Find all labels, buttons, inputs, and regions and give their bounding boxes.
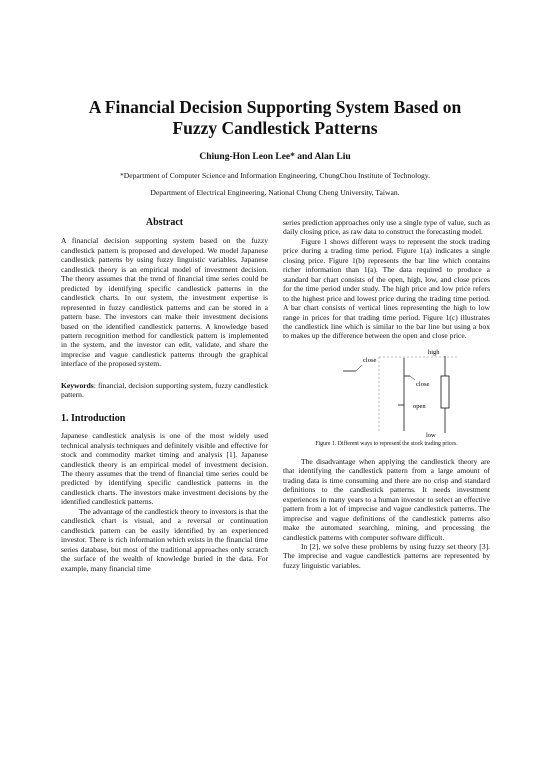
- abstract-heading: Abstract: [145, 217, 184, 228]
- intro-paragraph-2: The advantage of the candlestick theory to investors is that the candlestick chart is visual, and a reversal or continuation candlestick pattern can be easily identified by an experienced investor. There is rich information which exists in the financial time series database, but most of the traditional approaches only scratch the surface of the wealth of knowledge buried in the data. For example, many financial time: [61, 506, 268, 573]
- title-line-2: Fuzzy Candlestick Patterns: [172, 118, 378, 138]
- keywords-label: Keywords: [61, 380, 94, 390]
- right-paragraph-1: series prediction approaches only use a single type of value, such as daily closing price, as raw data to construct the forecasting model.: [283, 218, 490, 237]
- fig-label-close-b: close: [416, 380, 430, 388]
- intro-paragraph-1: Japanese candlestick analysis is one of the most widely used technical analysis techniques and definitely visible and effective for stock and commodity market timing and analysis [1]. Japanese candlestick theory is an empirical model of investment decision. The theory assumes that the trend of financial time series could be predicted by identifying specific candlestick patterns in the candlestick charts. The investors make investment decisions by the identified candlestick patterns.: [61, 431, 268, 507]
- affiliation-1: *Department of Computer Science and Information Engineering, ChungChou Institute of Technology.: [119, 171, 431, 180]
- fig-label-close-a: close: [363, 356, 377, 364]
- fig-b-leader-line: [410, 376, 415, 380]
- figure-1-price-representations: [283, 345, 490, 441]
- affiliation-2: Department of Electrical Engineering, National Chung Cheng University, Taiwan.: [150, 188, 400, 197]
- left-column: [61, 218, 268, 573]
- fig-label-open: open: [413, 402, 426, 410]
- fig-a-leader-line: [356, 365, 362, 371]
- paper-title: [40, 97, 510, 139]
- right-paragraph-4: In [2], we solve these problems by using fuzzy set theory [3]. The imprecise and vague candlestick patterns are represented by fuzzy linguistic variables.: [283, 541, 490, 570]
- right-column: [283, 218, 490, 570]
- authors: Chiung-Hon Leon Lee* and Alan Liu: [199, 152, 351, 162]
- introduction-heading: 1. Introduction: [61, 412, 126, 424]
- right-paragraph-3: The disadvantage when applying the candlestick theory are that identifying the candlestick pattern from a large amount of trading data is time consuming and there are no crisp and standard definitions to the candlestick patterns. It needs investment experiences in many years to a human investor to select an effective pattern from a lot of imprecise and vague candlestick patterns. The imprecise and vague definitions of the candlestick patterns also make the automated searching, mining, and processing the candlestick patterns with computer software difficult.: [283, 456, 490, 542]
- fig-label-low: low: [426, 431, 436, 439]
- keywords-text: : financial, decision supporting system, fuzzy candlestick pattern.: [61, 380, 268, 400]
- fig-label-high: high: [428, 348, 440, 356]
- title-line-1: A Financial Decision Supporting System Based on: [88, 97, 462, 117]
- fig-c-candle-body: [441, 376, 449, 408]
- right-paragraph-2: Figure 1 shows different ways to represent the stock trading price during a trading time period. Figure 1(a) indicates a single closing price. Figure 1(b) represents the bar line which contains richer information than 1(a). The data required to produce a standard bar chart consists of the open, high, low, and close prices for the time period under study. The high price and low price refers to the highest price and lowest price during the trading time period. A bar chart consists of vertical lines representing the high to low range in prices for that trading time period. Figure 1(c) illustrates the candlestick line which is similar to the bar line but using a box to makes up the difference between the open and close price.: [283, 236, 490, 341]
- keywords: [61, 381, 268, 400]
- abstract-text: A financial decision supporting system based on the fuzzy candlestick pattern is proposed and developed. We model Japanese candlestick patterns by using fuzzy linguistic variables. Japanese candlestick theory is an empirical model of investment decision. The theory assumes that the trend of financial time series could be predicted by identifying specific candlestick patterns in the candlestick charts. In our system, the investment expertise is represented in fuzzy candlestick patterns and can be stored in a pattern base. The investors can make their investment decisions based on the identified candlestick patterns. A knowledge based pattern recognition method for candlestick pattern is implemented in the system, and the investor can edit, validate, and share the imprecise and vague candlestick patterns through the graphical interface of the proposed system.: [61, 236, 268, 369]
- figure-1-caption: Figure 1. Different ways to represent the stock trading prices.: [315, 440, 458, 447]
